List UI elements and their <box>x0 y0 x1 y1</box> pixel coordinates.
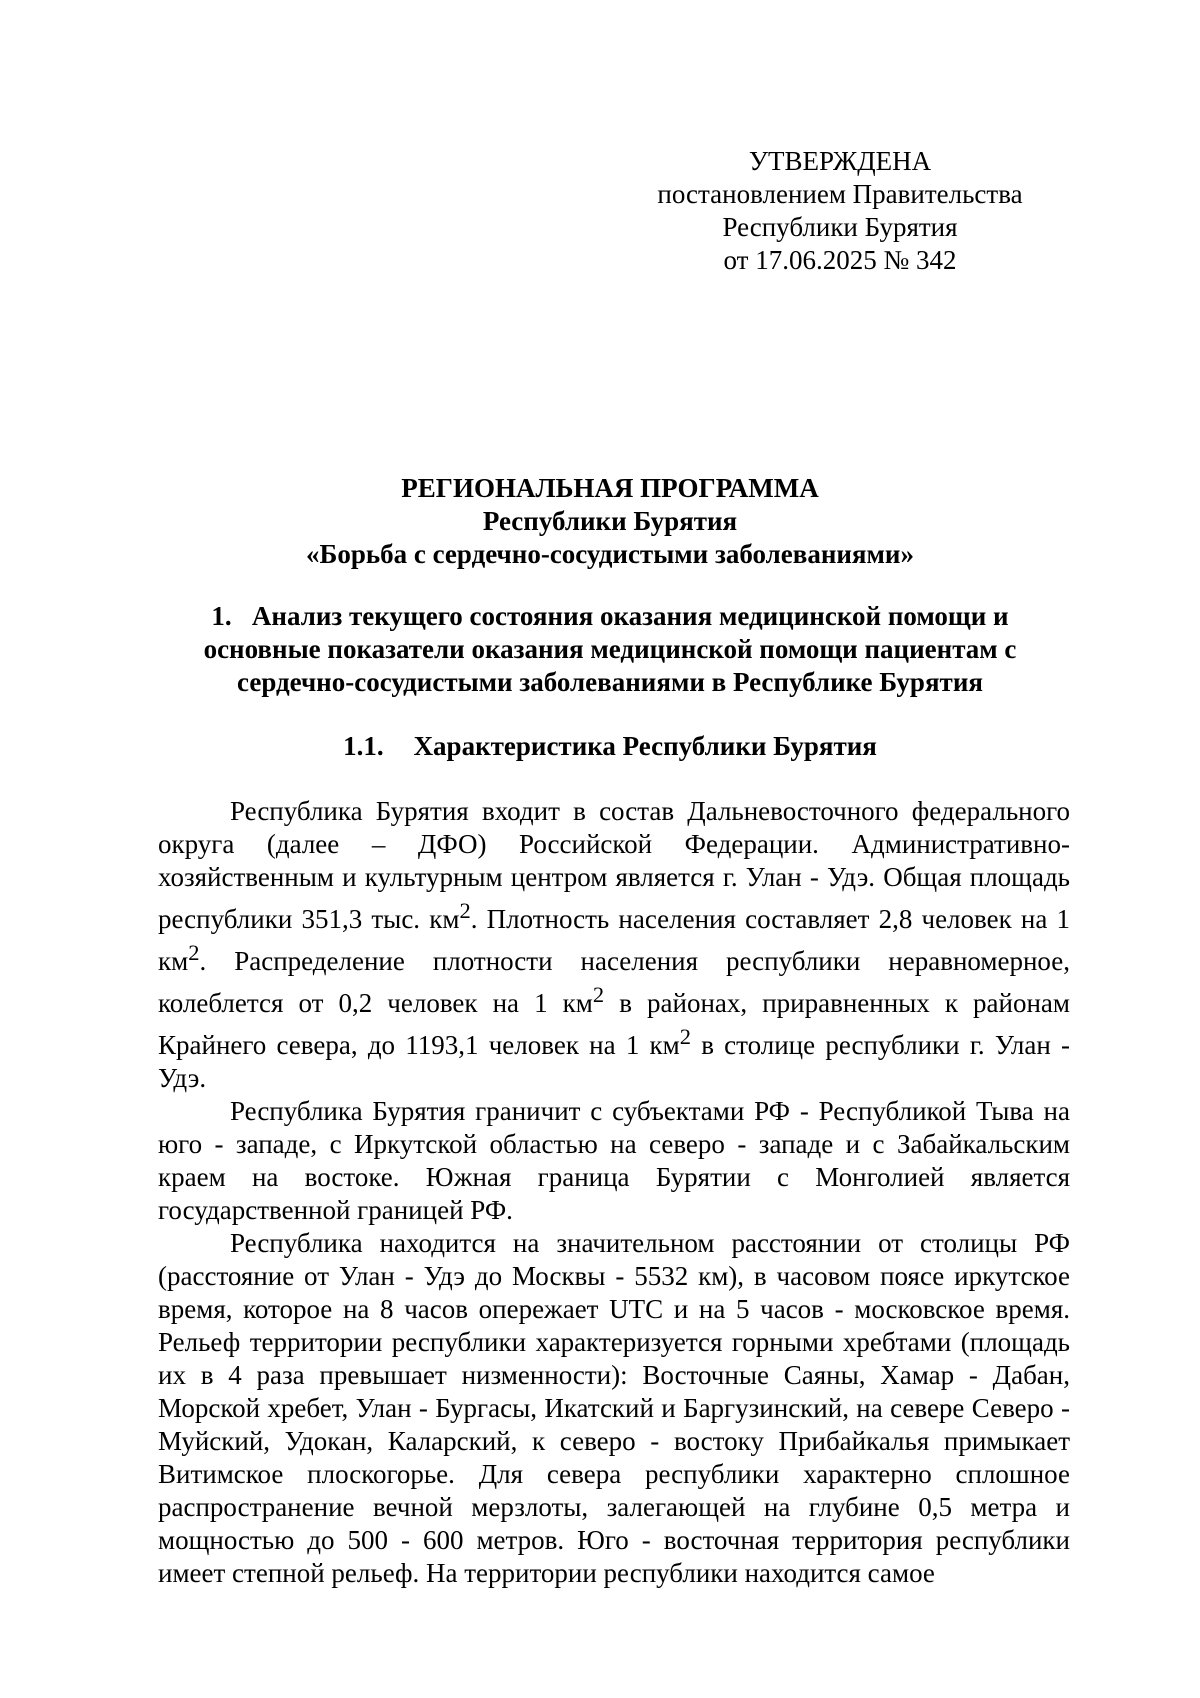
paragraph-1-part-c: . Распределение плотности населения республики неравномерное, колеблется от 0,2 человек на 1 км <box>158 946 1070 1018</box>
superscript-squared: 2 <box>592 982 605 1007</box>
approval-line-republic: Республики Бурятия <box>722 212 958 242</box>
paragraph-1-part-e: в столице республики г. Улан - Удэ. <box>158 1030 1071 1093</box>
paragraph-1 <box>158 795 1070 1095</box>
section-heading <box>150 600 1070 699</box>
approval-line-resolution: постановлением Правительства <box>657 179 1023 209</box>
program-title: РЕГИОНАЛЬНАЯ ПРОГРАММА <box>401 473 819 503</box>
subsection-heading <box>150 730 1070 763</box>
paragraph-1-part-b: . Плотность населения составляет 2,8 человек на 1 км <box>158 904 1071 976</box>
section-heading-line-3: сердечно-сосудистыми заболеваниями в Республике Бурятия <box>237 667 983 697</box>
section-heading-line-2: основные показатели оказания медицинской помощи пациентам с <box>203 634 1017 664</box>
paragraph-3: Республика находится на значительном расстоянии от столицы РФ (расстояние от Улан - Удэ до Москвы - 5532 км), в часовом поясе иркутское время, которое на 8 часов опережает UTC и на 5 часов - московское время. Рельеф территории республики характеризуется горными хребтами (площадь их в 4 раза превышает низменности): Восточные Саяны, Хамар - Дабан, Морской хребет, Улан - Бургасы, Икатский и Баргузинский, на севере Северо - Муйский, Удокан, Каларский, к северо - востоку Прибайкалья примыкает Витимское плоскогорье. Для севера республики характерно сплошное распространение вечной мерзлоты, залегающей на глубине 0,5 метра и мощностью до 500 - 600 метров. Юго - восточная территория республики имеет степной рельеф. На территории республики находится самое <box>158 1228 1070 1588</box>
superscript-squared: 2 <box>188 940 200 965</box>
section-heading-line-1: 1. Анализ текущего состояния оказания медицинской помощи и <box>211 601 1009 631</box>
superscript-squared: 2 <box>459 898 471 923</box>
paragraph-1-part-a: Республика Бурятия входит в состав Дальневосточного федерального округа (далее – ДФО) Российской Федерации. Административно-хозяйственным и культурным центром является г. Улан - Удэ. Общая площадь республики 351,3 тыс. км <box>158 796 1070 934</box>
program-name: «Борьба с сердечно-сосудистыми заболеваниями» <box>305 539 914 569</box>
subsection-number: 1.1. <box>343 731 384 761</box>
superscript-squared: 2 <box>679 1024 691 1049</box>
subsection-title: Характеристика Республики Бурятия <box>413 731 877 761</box>
paragraph-2: Республика Бурятия граничит с субъектами РФ - Республикой Тыва на юго - западе, с Иркутской областью на северо - западе и с Забайкальским краем на востоке. Южная граница Бурятии с Монголией является государственной границей РФ. <box>158 1096 1070 1225</box>
body-text <box>158 795 1070 1590</box>
program-title-block <box>150 472 1070 571</box>
approval-line-date-number: от 17.06.2025 № 342 <box>723 245 957 275</box>
approval-line-approved: УТВЕРЖДЕНА <box>748 146 932 176</box>
program-subtitle: Республики Бурятия <box>482 506 738 536</box>
paragraph-1-part-d: в районах, приравненных к районам Крайнего севера, до 1193,1 человек на 1 км <box>158 988 1070 1060</box>
approval-stamp-block <box>600 145 1080 277</box>
